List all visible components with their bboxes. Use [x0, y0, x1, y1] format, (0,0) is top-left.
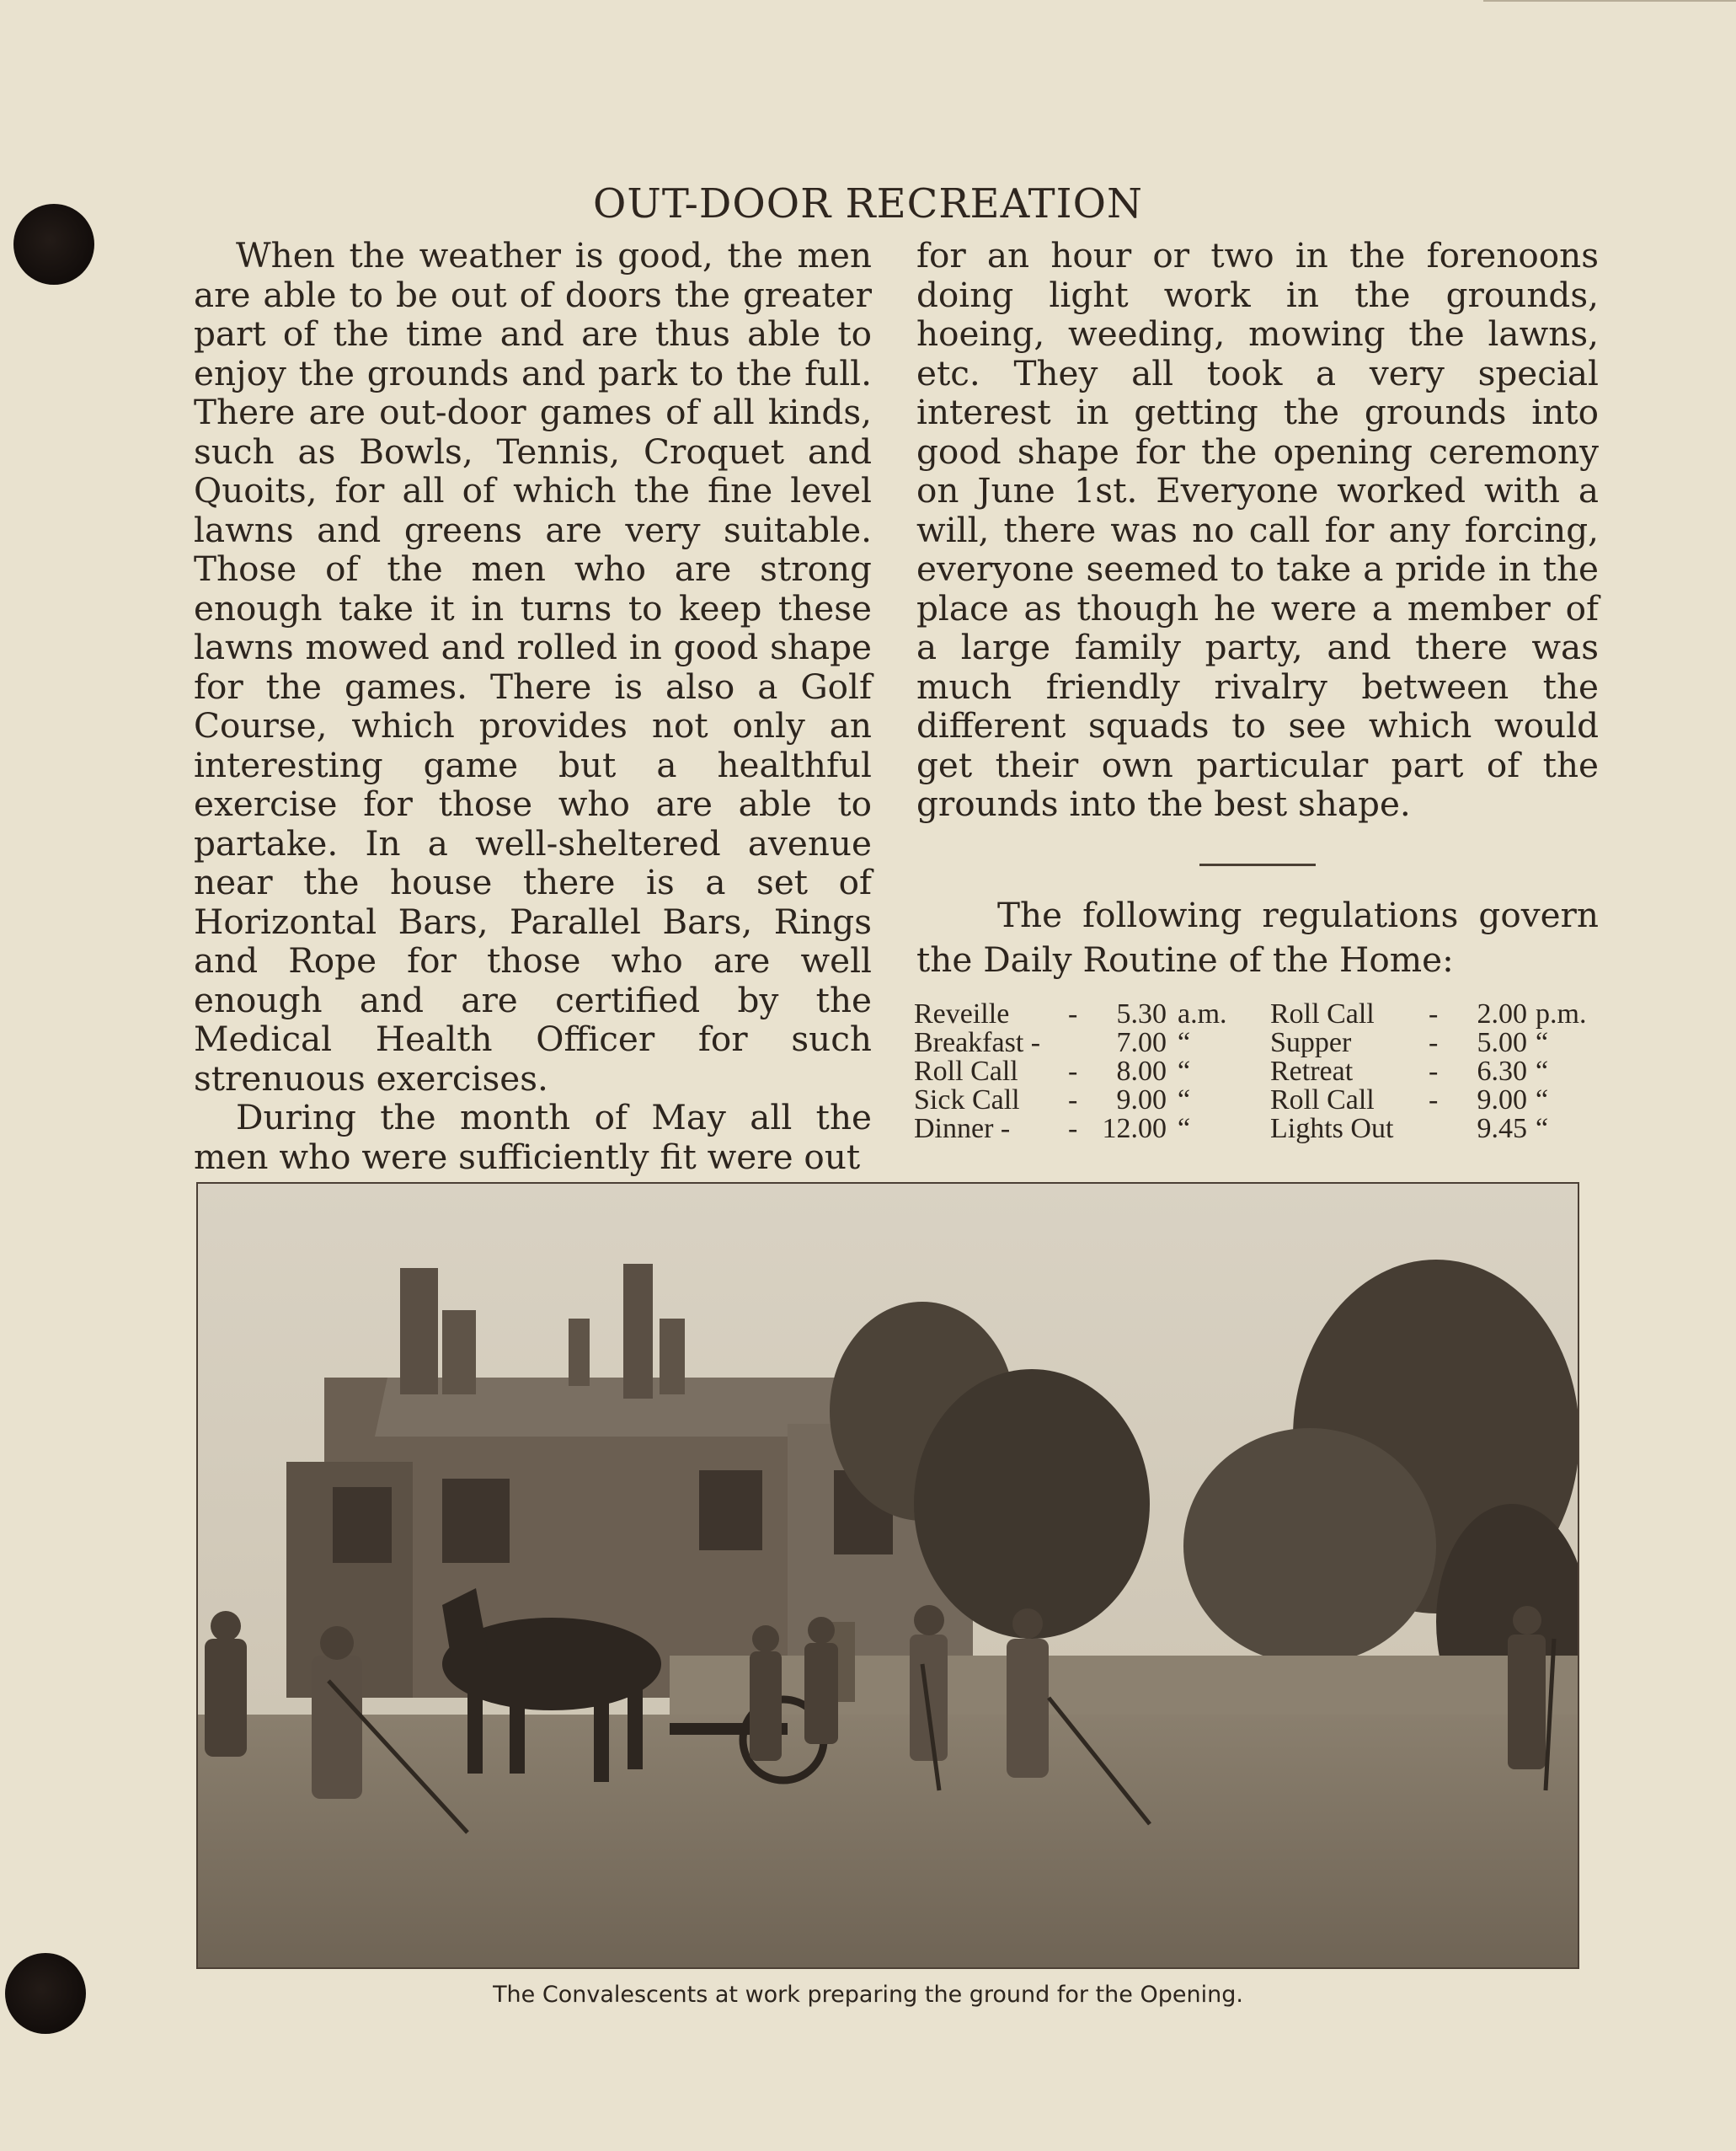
schedule-dash: -: [1068, 1113, 1078, 1144]
schedule-time: 6.30: [1477, 1056, 1527, 1087]
schedule-time: 5.30: [1116, 998, 1167, 1030]
schedule-name: Dinner -: [914, 1113, 1011, 1144]
regulations-intro-block: [916, 893, 1599, 982]
schedule-name: Roll Call: [1270, 998, 1375, 1030]
schedule-unit: p.m.: [1536, 998, 1587, 1030]
schedule-time: 9.00: [1116, 1084, 1167, 1116]
left-paragraph-2: During the month of May all the men who were sufficiently fit were out: [194, 1097, 872, 1177]
schedule-unit: “: [1178, 1113, 1191, 1144]
photo-illustration: [198, 1184, 1578, 1967]
photo-caption: The Convalescents at work preparing the ground for the Opening.: [493, 1982, 1243, 2008]
schedule-dash: -: [1429, 1056, 1439, 1087]
schedule-dash: -: [1068, 1084, 1078, 1116]
page-title: OUT-DOOR RECREATION: [593, 180, 1143, 227]
schedule-unit: “: [1536, 1056, 1549, 1087]
schedule-name: Breakfast -: [914, 1027, 1041, 1058]
schedule-dash: -: [1068, 998, 1078, 1030]
schedule-name: Reveille: [914, 998, 1010, 1030]
schedule-time: 8.00: [1116, 1056, 1167, 1087]
right-column: [916, 236, 1599, 824]
schedule-name: Roll Call: [1270, 1084, 1375, 1116]
right-paragraph: for an hour or two in the forenoons doing light work in the grounds, hoeing, weeding, mowing the lawns, etc. They all took a very special interest in getting the grounds into good shape for the opening ceremony on June 1st. Everyone worked with a will, there was no call for any forcing, everyone seemed to take a pride in the place as though he were a member of a large family party, and there was much friendly rivalry between the different squads to see which would get their own particular part of the grounds into the best shape.: [916, 235, 1599, 824]
schedule-name: Supper: [1270, 1027, 1352, 1058]
page-edge-line: [1483, 0, 1736, 2]
schedule-time: 2.00: [1477, 998, 1527, 1030]
left-column: [194, 236, 872, 1176]
schedule-unit: “: [1178, 1084, 1191, 1116]
left-paragraph-1: When the weather is good, the men are able to be out of doors the greater part of the time and are thus able to enjoy the grounds and park to the full. There are out-door games of all kinds, such as Bowls, Tennis, Croquet and Quoits, for all of which the fine level lawns and greens are very suitable. Those of the men who are strong enough take it in turns to keep these lawns mowed and rolled in good shape for the games. There is also a Golf Course, which provides not only an interesting game but a healthful exercise for those who are able to partake. In a well-sheltered avenue near the house there is a set of Horizontal Bars, Parallel Bars, Rings and Rope for those who are well enough and are certified by the Medical Health Officer for such strenuous exercises.: [194, 235, 872, 1099]
schedule-unit: “: [1536, 1027, 1549, 1058]
schedule-name: Lights Out: [1270, 1113, 1394, 1144]
schedule-time: 9.00: [1477, 1084, 1527, 1116]
schedule-unit: a.m.: [1178, 998, 1227, 1030]
schedule-name: Retreat: [1270, 1056, 1354, 1087]
schedule-time: 9.45: [1477, 1113, 1527, 1144]
schedule-unit: “: [1536, 1084, 1549, 1116]
schedule-dash: -: [1429, 1084, 1439, 1116]
photograph: [196, 1182, 1579, 1969]
lawn: [198, 1715, 1578, 1967]
schedule-time: 7.00: [1116, 1027, 1167, 1058]
schedule-name: Sick Call: [914, 1084, 1020, 1116]
regulations-intro: The following regulations govern the Daily Routine of the Home:: [916, 895, 1599, 980]
schedule-dash: -: [1068, 1056, 1078, 1087]
schedule-name: Roll Call: [914, 1056, 1018, 1087]
schedule-dash: -: [1429, 998, 1439, 1030]
schedule-unit: “: [1178, 1056, 1191, 1087]
schedule-unit: “: [1178, 1027, 1191, 1058]
schedule-dash: -: [1429, 1027, 1439, 1058]
schedule-time: 5.00: [1477, 1027, 1527, 1058]
schedule-unit: “: [1536, 1113, 1549, 1144]
section-divider: [1199, 864, 1316, 866]
schedule-time: 12.00: [1102, 1113, 1167, 1144]
